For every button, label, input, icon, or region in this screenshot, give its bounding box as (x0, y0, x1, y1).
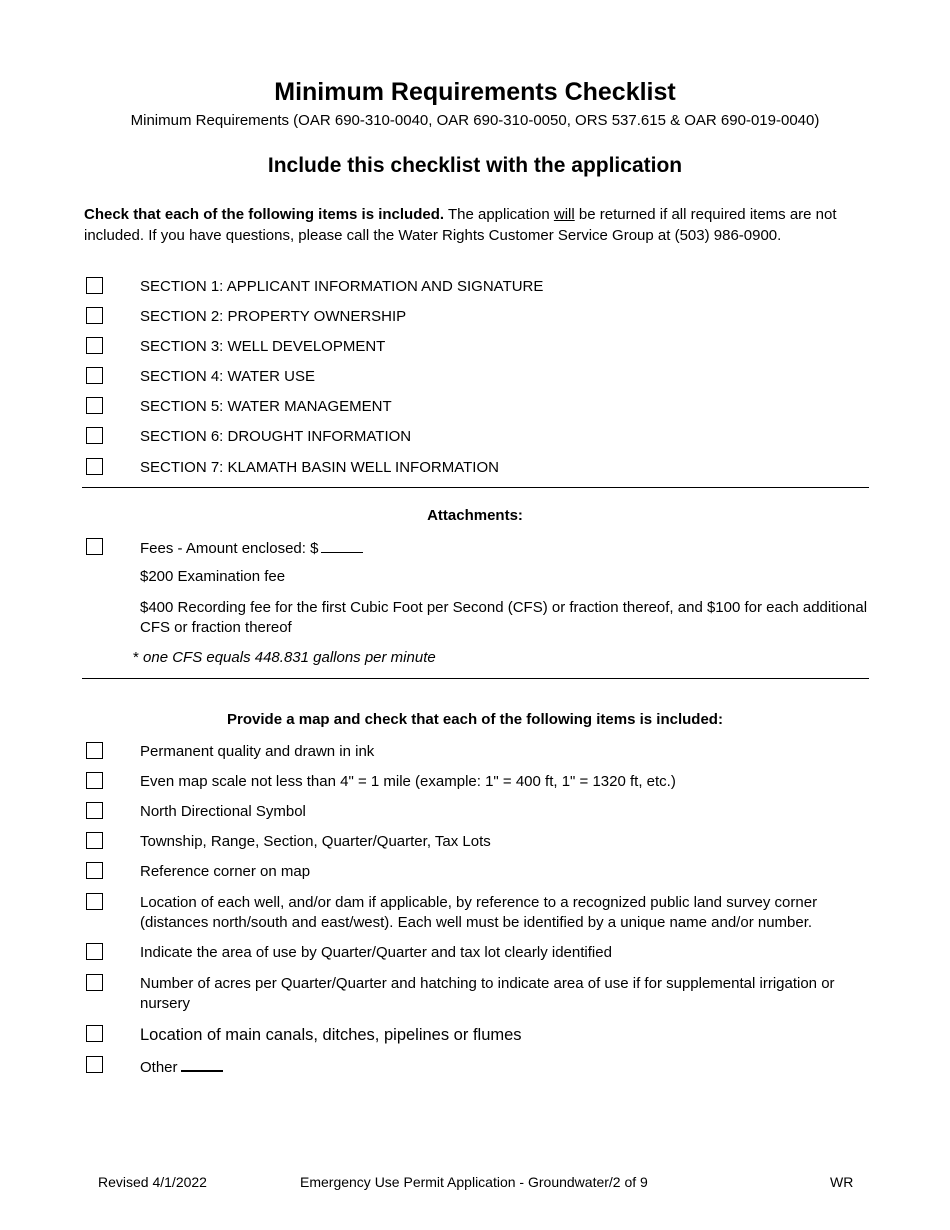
section-5-label: SECTION 5: WATER MANAGEMENT (140, 398, 392, 415)
map-item-8-label: Number of acres per Quarter/Quarter and hatching to indicate area of use if for supplemental irrigation or nursery (140, 975, 835, 1012)
map-item-3-checkbox[interactable] (86, 802, 103, 819)
footer-revised: Revised 4/1/2022 (98, 1174, 207, 1190)
page-title: Minimum Requirements Checklist (274, 78, 676, 106)
exam-fee-text: $200 Examination fee (140, 568, 286, 585)
section-4-label: SECTION 4: WATER USE (140, 368, 316, 385)
section-3-checkbox[interactable] (86, 337, 103, 354)
cfs-note-text: one CFS equals 448.831 gallons per minute (143, 649, 436, 666)
intro-bold: Check that each of the following items is included. (84, 206, 445, 223)
section-2-checkbox[interactable] (86, 307, 103, 324)
intro-paragraph (84, 204, 874, 246)
section-2-label: SECTION 2: PROPERTY OWNERSHIP (140, 308, 407, 325)
intro-pre: The application (444, 206, 554, 223)
map-item-8-checkbox[interactable] (86, 974, 103, 991)
divider (82, 487, 869, 488)
map-item-6-label: Location of each well, and/or dam if applicable, by reference to a recognized public land survey corner (distances north/south and east/west). Each well must be identified by a unique name and/or number. (140, 894, 818, 931)
section-6-checkbox[interactable] (86, 427, 103, 444)
map-item-4-label: Township, Range, Section, Quarter/Quarter, Tax Lots (140, 833, 491, 850)
map-item-4-checkbox[interactable] (86, 832, 103, 849)
map-item-2-checkbox[interactable] (86, 772, 103, 789)
instruction-heading: Include this checklist with the application (267, 154, 683, 177)
map-item-2-label: Even map scale not less than 4" = 1 mile (example: 1" = 400 ft, 1" = 1320 ft, etc.) (140, 773, 676, 790)
map-item-5-checkbox[interactable] (86, 862, 103, 879)
divider (82, 678, 869, 679)
footer-center: Emergency Use Permit Application - Groundwater/2 of 9 (300, 1174, 648, 1190)
map-item-5-label: Reference corner on map (140, 863, 311, 880)
section-6-label: SECTION 6: DROUGHT INFORMATION (140, 428, 412, 445)
section-3-label: SECTION 3: WELL DEVELOPMENT (140, 338, 386, 355)
map-heading: Provide a map and check that each of the following items is included: (227, 711, 723, 728)
cfs-note (133, 649, 863, 666)
section-7-label: SECTION 7: KLAMATH BASIN WELL INFORMATION (140, 459, 499, 476)
intro-underlined: will (553, 206, 575, 223)
fees-checkbox[interactable] (86, 538, 103, 555)
map-item-9-label: Location of main canals, ditches, pipelines or flumes (140, 1026, 522, 1044)
fees-label: Fees - Amount enclosed: $ (140, 540, 319, 557)
map-item-10-checkbox[interactable] (86, 1056, 103, 1073)
section-7-checkbox[interactable] (86, 458, 103, 475)
map-item-10-line (140, 1056, 870, 1078)
map-item-1-checkbox[interactable] (86, 742, 103, 759)
intro-post: be returned if all required items are not included. If you have questions, please call the Water Rights Customer Service Group at (503) 986-0900. (84, 206, 837, 244)
recording-fee-text: $400 Recording fee for the first Cubic Foot per Second (CFS) or fraction thereof, and $100 for each additional CFS or fraction thereof (140, 599, 868, 636)
section-4-checkbox[interactable] (86, 367, 103, 384)
fees-line (140, 538, 870, 559)
map-item-7-checkbox[interactable] (86, 943, 103, 960)
map-item-3-label: North Directional Symbol (140, 803, 306, 820)
map-item-7-label: Indicate the area of use by Quarter/Quarter and tax lot clearly identified (140, 944, 612, 961)
cfs-note-star: * (133, 649, 139, 666)
footer-right: WR (830, 1174, 854, 1190)
map-item-6-checkbox[interactable] (86, 893, 103, 910)
map-item-1-label: Permanent quality and drawn in ink (140, 743, 375, 760)
other-blank[interactable] (181, 1056, 223, 1072)
map-item-10-label: Other (140, 1059, 178, 1076)
section-5-checkbox[interactable] (86, 397, 103, 414)
page-subtitle: Minimum Requirements (OAR 690-310-0040, OAR 690-310-0050, ORS 537.615 & OAR 690-019-0040) (130, 112, 820, 129)
fees-amount-blank[interactable] (321, 538, 363, 553)
attachments-heading: Attachments: (427, 507, 523, 524)
map-item-9-checkbox[interactable] (86, 1025, 103, 1042)
section-1-label: SECTION 1: APPLICANT INFORMATION AND SIGNATURE (140, 278, 544, 295)
section-1-checkbox[interactable] (86, 277, 103, 294)
